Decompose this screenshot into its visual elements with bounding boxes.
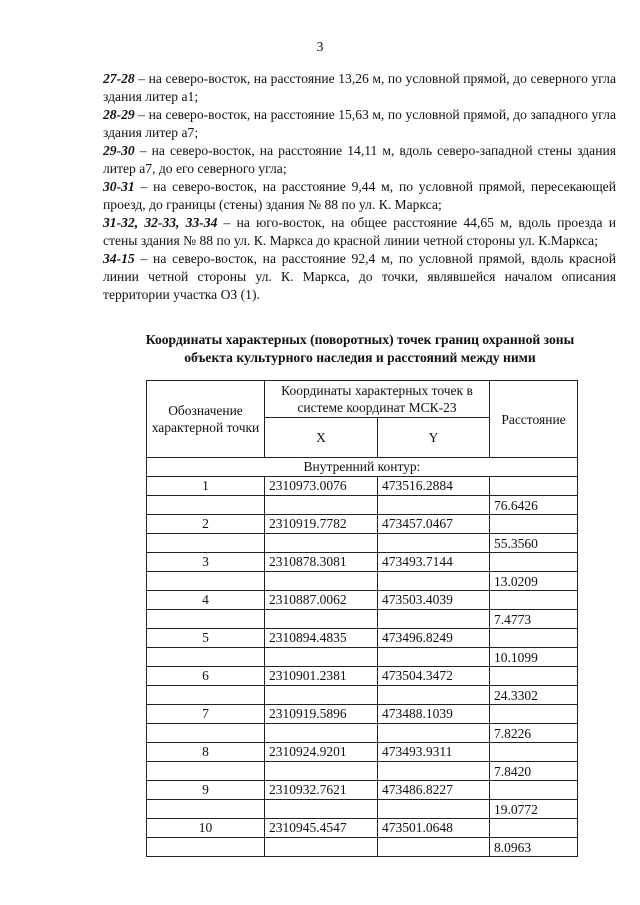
empty-cell (147, 496, 265, 515)
distance-empty (490, 819, 578, 838)
heading-line-2: объекта культурного наследия и расстояний между ними (184, 350, 536, 365)
distance-empty (490, 781, 578, 800)
paragraph (103, 250, 616, 304)
segment-distance: 8.0963 (490, 838, 578, 857)
header-x: X (265, 418, 378, 458)
point-x: 2310945.4547 (265, 819, 378, 838)
distance-empty (490, 477, 578, 496)
distance-row (147, 496, 578, 515)
empty-cell (147, 686, 265, 705)
segment-text: – на северо-восток, на расстояние 15,63 м, по условной прямой, до западного угла здания литер а7; (103, 107, 616, 140)
empty-cell (147, 724, 265, 743)
segment-ref: 30-31 (103, 179, 135, 194)
empty-cell (265, 800, 378, 819)
empty-cell (265, 534, 378, 553)
point-x: 2310901.2381 (265, 667, 378, 686)
segment-text: – на северо-восток, на расстояние 13,26 м, по условной прямой, до северного угла здания литер а1; (103, 71, 616, 104)
distance-empty (490, 705, 578, 724)
point-row (147, 705, 578, 724)
point-id: 7 (147, 705, 265, 724)
point-x: 2310887.0062 (265, 591, 378, 610)
point-row (147, 515, 578, 534)
boundary-description (103, 70, 616, 304)
point-id: 4 (147, 591, 265, 610)
empty-cell (265, 572, 378, 591)
distance-empty (490, 515, 578, 534)
segment-ref: 28-29 (103, 107, 135, 122)
point-y: 473503.4039 (378, 591, 490, 610)
point-row (147, 743, 578, 762)
header-y: Y (378, 418, 490, 458)
header-point: Обозначение характерной точки (147, 381, 265, 458)
point-y: 473486.8227 (378, 781, 490, 800)
empty-cell (378, 838, 490, 857)
section-label: Внутренний контур: (147, 458, 578, 477)
point-x: 2310894.4835 (265, 629, 378, 648)
header-distance: Расстояние (490, 381, 578, 458)
empty-cell (378, 648, 490, 667)
point-id: 1 (147, 477, 265, 496)
table-heading (100, 331, 620, 367)
heading-line-1: Координаты характерных (поворотных) точек границ охранной зоны (145, 332, 575, 347)
point-row (147, 629, 578, 648)
point-x: 2310924.9201 (265, 743, 378, 762)
empty-cell (378, 686, 490, 705)
point-id: 10 (147, 819, 265, 838)
paragraph (103, 70, 616, 106)
empty-cell (378, 610, 490, 629)
distance-row (147, 610, 578, 629)
point-y: 473457.0467 (378, 515, 490, 534)
empty-cell (147, 838, 265, 857)
point-row (147, 553, 578, 572)
point-y: 473501.0648 (378, 819, 490, 838)
distance-row (147, 686, 578, 705)
distance-row (147, 800, 578, 819)
page-number: 3 (316, 40, 324, 55)
segment-text: – на северо-восток, на расстояние 92,4 м, по условной прямой, вдоль красной линии четной стороны ул. К. Маркса, до точки, являвшейся началом описания территории участка ОЗ (1). (103, 251, 616, 302)
point-row (147, 781, 578, 800)
segment-distance: 13.0209 (490, 572, 578, 591)
point-row (147, 667, 578, 686)
segment-text: – на северо-восток, на расстояние 14,11 м, вдоль северо-западной стены здания литер а7, до его северного угла; (103, 143, 616, 176)
paragraph (103, 106, 616, 142)
empty-cell (147, 800, 265, 819)
distance-row (147, 762, 578, 781)
point-row (147, 477, 578, 496)
point-x: 2310973.0076 (265, 477, 378, 496)
segment-distance: 19.0772 (490, 800, 578, 819)
empty-cell (147, 648, 265, 667)
empty-cell (378, 762, 490, 781)
distance-row (147, 724, 578, 743)
point-x: 2310878.3081 (265, 553, 378, 572)
point-x: 2310919.5896 (265, 705, 378, 724)
segment-distance: 55.3560 (490, 534, 578, 553)
point-y: 473493.7144 (378, 553, 490, 572)
empty-cell (378, 534, 490, 553)
point-id: 6 (147, 667, 265, 686)
distance-row (147, 838, 578, 857)
empty-cell (147, 610, 265, 629)
empty-cell (265, 496, 378, 515)
distance-empty (490, 743, 578, 762)
segment-ref: 27-28 (103, 71, 135, 86)
empty-cell (378, 572, 490, 591)
point-y: 473488.1039 (378, 705, 490, 724)
empty-cell (265, 610, 378, 629)
segment-distance: 7.8226 (490, 724, 578, 743)
point-x: 2310932.7621 (265, 781, 378, 800)
empty-cell (378, 724, 490, 743)
paragraph (103, 178, 616, 214)
distance-row (147, 572, 578, 591)
distance-row (147, 648, 578, 667)
distance-empty (490, 553, 578, 572)
empty-cell (147, 572, 265, 591)
distance-row (147, 534, 578, 553)
empty-cell (378, 800, 490, 819)
paragraph (103, 214, 616, 250)
empty-cell (147, 534, 265, 553)
segment-ref: 31-32, 32-33, 33-34 (103, 215, 218, 230)
segment-ref: 34-15 (103, 251, 135, 266)
segment-text: – на юго-восток, на общее расстояние 44,65 м, вдоль проезда и стены здания № 88 по ул. К. Маркса до красной линии четной стороны ул. К.Маркса; (103, 215, 616, 248)
point-y: 473516.2884 (378, 477, 490, 496)
empty-cell (265, 648, 378, 667)
point-row (147, 819, 578, 838)
point-id: 5 (147, 629, 265, 648)
segment-distance: 10.1099 (490, 648, 578, 667)
segment-distance: 24.3302 (490, 686, 578, 705)
empty-cell (265, 838, 378, 857)
point-id: 9 (147, 781, 265, 800)
point-y: 473504.3472 (378, 667, 490, 686)
empty-cell (265, 762, 378, 781)
empty-cell (265, 724, 378, 743)
empty-cell (147, 762, 265, 781)
point-row (147, 591, 578, 610)
segment-ref: 29-30 (103, 143, 135, 158)
paragraph (103, 142, 616, 178)
point-x: 2310919.7782 (265, 515, 378, 534)
distance-empty (490, 629, 578, 648)
segment-distance: 7.4773 (490, 610, 578, 629)
coordinates-table (146, 380, 578, 857)
point-y: 473493.9311 (378, 743, 490, 762)
point-y: 473496.8249 (378, 629, 490, 648)
point-id: 8 (147, 743, 265, 762)
point-id: 2 (147, 515, 265, 534)
empty-cell (265, 686, 378, 705)
segment-text: – на северо-восток, на расстояние 9,44 м, по условной прямой, пересекающей проезд, до границы (стены) здания № 88 по ул. К. Маркса; (103, 179, 616, 212)
distance-empty (490, 591, 578, 610)
header-coordinates: Координаты характерных точек в системе координат МСК-23 (265, 381, 490, 418)
empty-cell (378, 496, 490, 515)
segment-distance: 7.8420 (490, 762, 578, 781)
distance-empty (490, 667, 578, 686)
segment-distance: 76.6426 (490, 496, 578, 515)
point-id: 3 (147, 553, 265, 572)
